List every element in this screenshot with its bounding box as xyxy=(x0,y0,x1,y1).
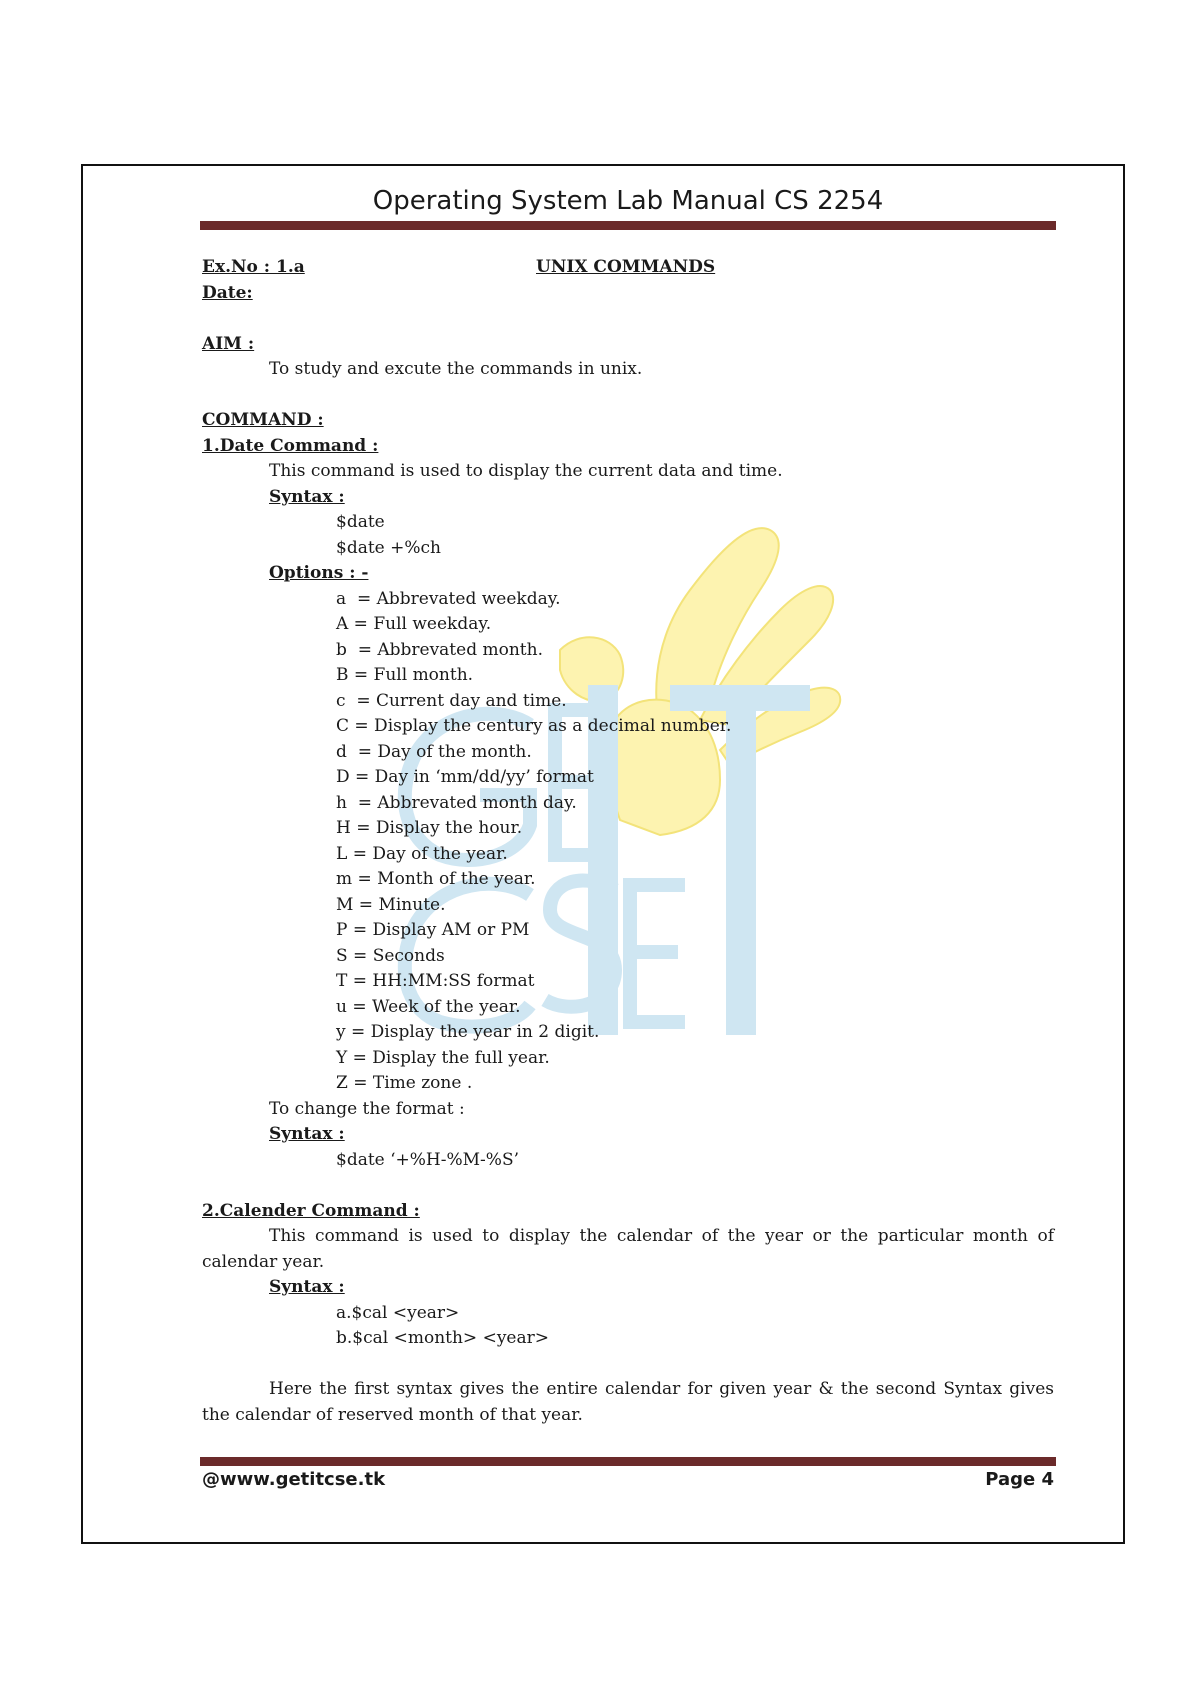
option-item: P = Display AM or PM xyxy=(336,920,530,940)
options-label: Options : - xyxy=(269,563,369,583)
option-item: T = HH:MM:SS format xyxy=(336,971,535,991)
option-item: d = Day of the month. xyxy=(336,741,532,762)
option-item: u = Week of the year. xyxy=(336,996,521,1017)
option-item: y = Display the year in 2 digit. xyxy=(336,1022,600,1042)
calendar-syntax-label: Syntax : xyxy=(269,1277,345,1297)
option-item: C = Display the century as a decimal number. xyxy=(336,716,732,736)
option-item: D = Day in ‘mm/dd/yy’ format xyxy=(336,767,594,787)
page-header-title: Operating System Lab Manual CS 2254 xyxy=(372,186,884,216)
date-command-heading: 1.Date Command : xyxy=(202,435,379,456)
page-footer xyxy=(202,1469,1054,1495)
option-item: c = Current day and time. xyxy=(336,690,567,711)
date-syntax-line: $date +%ch xyxy=(336,537,441,558)
option-item: H = Display the hour. xyxy=(336,818,523,838)
calendar-syntax-line: b.$cal <month> <year> xyxy=(336,1328,549,1348)
option-item: M = Minute. xyxy=(336,894,446,915)
date-syntax2-label: Syntax : xyxy=(269,1124,345,1144)
option-item: a = Abbrevated weekday. xyxy=(336,588,561,609)
option-item: L = Day of the year. xyxy=(336,843,508,864)
option-item: b = Abbrevated month. xyxy=(336,639,543,660)
exercise-number: Ex.No : 1.a xyxy=(202,257,305,277)
command-heading: COMMAND : xyxy=(202,410,324,430)
option-item: Y = Display the full year. xyxy=(336,1047,550,1068)
header-rule xyxy=(200,221,1056,230)
option-item: A = Full weekday. xyxy=(336,614,492,634)
option-item: B = Full month. xyxy=(336,665,474,685)
date-command-description: This command is used to display the current data and time. xyxy=(269,461,783,481)
option-item: m = Month of the year. xyxy=(336,869,536,889)
exercise-title: UNIX COMMANDS xyxy=(536,257,716,277)
option-item: S = Seconds xyxy=(336,945,445,966)
change-format-text: To change the format : xyxy=(269,1098,465,1119)
calendar-note: Here the first syntax gives the entire calendar for given year & the second Syntax gives the calendar of reserved month of that year. xyxy=(202,1379,1054,1425)
date-syntax2-line: $date ‘+%H-%M-%S’ xyxy=(336,1149,520,1170)
aim-text: To study and excute the commands in unix. xyxy=(269,359,643,379)
option-item: h = Abbrevated month day. xyxy=(336,792,577,813)
option-item: Z = Time zone . xyxy=(336,1073,473,1093)
calendar-command-heading: 2.Calender Command : xyxy=(202,1200,420,1221)
calendar-description: This command is used to display the calendar of the year or the particular month of calendar year. xyxy=(202,1226,1054,1272)
date-syntax-label: Syntax : xyxy=(269,486,345,507)
footer-page-number: Page 4 xyxy=(985,1469,1054,1490)
date-syntax-line: $date xyxy=(336,512,385,532)
aim-heading: AIM : xyxy=(202,333,255,354)
document-body xyxy=(202,255,1054,1428)
date-label: Date: xyxy=(202,282,253,303)
exercise-row xyxy=(202,255,1054,281)
calendar-syntax-line: a.$cal <year> xyxy=(336,1302,460,1323)
footer-rule xyxy=(200,1457,1056,1466)
footer-website: @www.getitcse.tk xyxy=(202,1469,386,1490)
